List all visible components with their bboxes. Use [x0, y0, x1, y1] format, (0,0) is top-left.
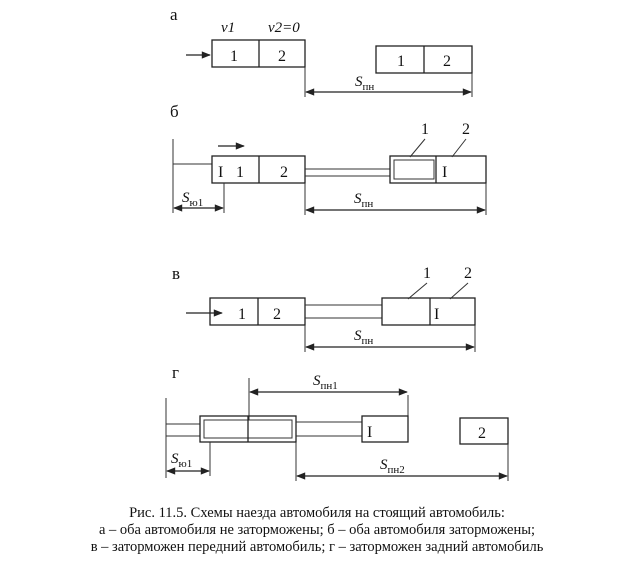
caption-line-2: а – оба автомобиля не заторможены; б – оба автомобиля заторможены;	[98, 522, 536, 538]
panel-v-label: в	[172, 264, 181, 283]
callout-1: 1	[423, 265, 431, 282]
dim-sub: пн	[361, 198, 374, 210]
callout-2: 2	[462, 121, 470, 138]
marker: I	[434, 306, 440, 323]
dim-s-yu1-label	[171, 451, 192, 470]
car-1-label: 1	[238, 306, 246, 323]
dim-sub: пн	[361, 335, 374, 347]
dim-s: S	[354, 191, 362, 207]
v1-label	[221, 20, 235, 36]
dim-s: S	[313, 373, 321, 389]
dim-s-pn-label	[355, 74, 374, 93]
panel-a	[170, 5, 472, 97]
caption-line-1: Рис. 11.5. Схемы наезда автомобиля на стоящий автомобиль:	[129, 505, 505, 521]
car-2-label: 2	[478, 425, 486, 442]
v1-text: v1	[221, 20, 236, 36]
dim-s: S	[182, 190, 190, 206]
leader-2	[452, 139, 466, 157]
dim-sub: ю1	[178, 458, 193, 470]
car-2-label: 2	[278, 48, 286, 65]
car-1-label: 1	[236, 164, 244, 181]
marker-left: I	[218, 164, 224, 181]
marker: I	[367, 424, 373, 441]
marker-right: I	[442, 164, 448, 181]
panel-g-label: г	[172, 363, 179, 382]
dim-s: S	[380, 457, 388, 473]
dim-s: S	[171, 451, 179, 467]
leader-2	[450, 283, 468, 299]
inner-box	[394, 160, 434, 179]
dim-s-pn2-label	[380, 457, 405, 476]
dim-s-pn1-label	[313, 373, 338, 392]
dim-s-pn-label	[354, 328, 373, 347]
final-position-box	[382, 298, 475, 325]
caption-line-3: в – заторможен передний автомобиль; г – заторможен задний автомобиль	[90, 539, 544, 555]
callout-2: 2	[464, 265, 472, 282]
dim-sub: пн2	[387, 464, 405, 476]
car-2-label: 2	[273, 306, 281, 323]
dim-s: S	[355, 74, 363, 90]
leader-1	[408, 283, 427, 299]
car-1-label: 1	[230, 48, 238, 65]
dim-s-pn-label	[354, 191, 373, 210]
car-2-label: 2	[443, 53, 451, 70]
panel-v	[172, 264, 475, 352]
panel-a-label: а	[170, 5, 178, 24]
panel-b-label: б	[170, 102, 179, 121]
car-1-label: 1	[397, 53, 405, 70]
v2-label: v2=0	[268, 20, 300, 36]
dim-sub: пн	[362, 81, 375, 93]
dim-sub: пн1	[320, 380, 338, 392]
dim-s: S	[354, 328, 362, 344]
dim-sub: ю1	[189, 197, 204, 209]
leader-1	[410, 139, 425, 157]
car-2-label: 2	[280, 164, 288, 181]
dim-s-yu1-label	[182, 190, 203, 209]
callout-1: 1	[421, 121, 429, 138]
panel-g	[166, 363, 508, 481]
panel-b	[170, 102, 486, 215]
